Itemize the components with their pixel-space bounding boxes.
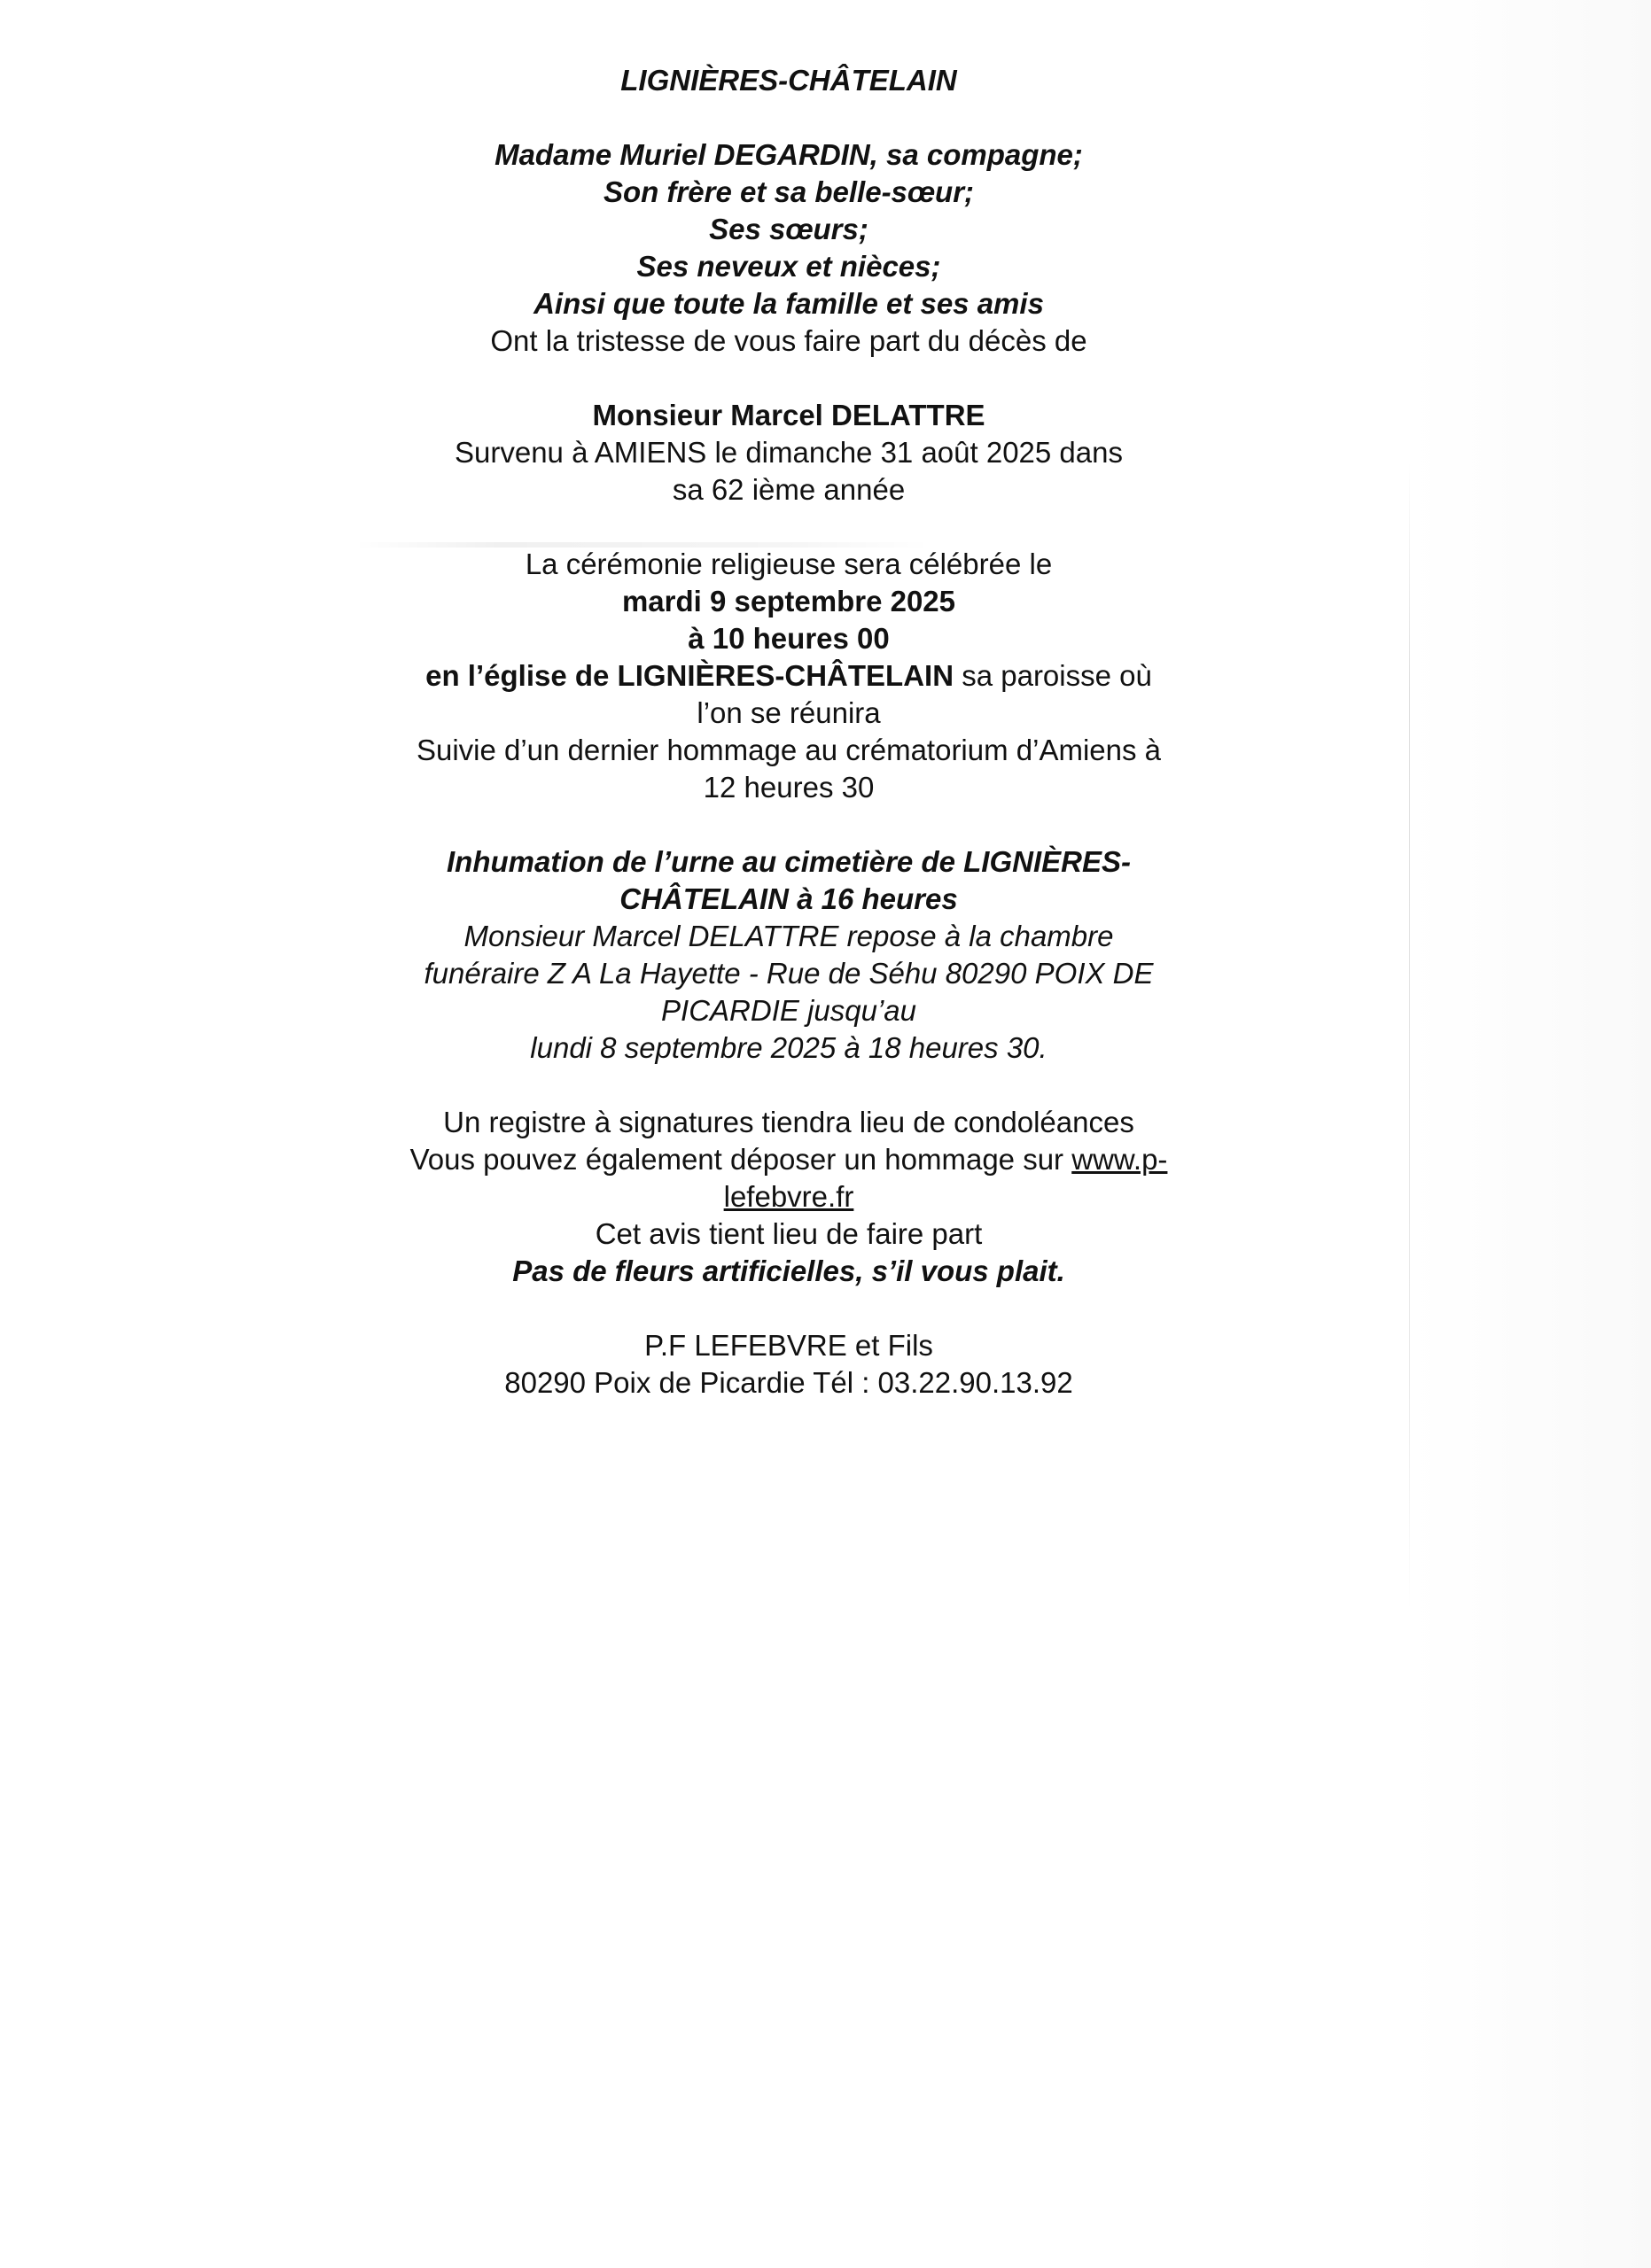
gathering-line: l’on se réunira — [697, 696, 881, 729]
ceremony-date: mardi 9 septembre 2025 — [621, 585, 956, 617]
rest-line: lundi 8 septembre 2025 à 18 heures 30. — [530, 1031, 1047, 1064]
rest-line: Monsieur Marcel DELATTRE repose à la chambre — [463, 920, 1114, 952]
deceased-name: Monsieur Marcel DELATTRE — [592, 399, 985, 431]
spacer — [337, 99, 1241, 136]
rest-line: PICARDIE jusqu’au — [661, 994, 916, 1027]
register-line: Un registre à signatures tiendra lieu de condoléances — [443, 1106, 1134, 1138]
family-line: Son frère et sa belle-sœur; — [603, 175, 975, 208]
announce-line: Ont la tristesse de vous faire part du décès de — [490, 324, 1087, 357]
death-age: sa 62 ième année — [672, 473, 906, 506]
burial-line: Inhumation de l’urne au cimetière de LIGNIÈRES- — [447, 845, 1131, 878]
notice-statement: Cet avis tient lieu de faire part — [595, 1217, 983, 1250]
church-parish: sa paroisse où — [954, 659, 1152, 692]
burial-line: CHÂTELAIN à 16 heures — [619, 882, 958, 915]
tribute-link[interactable]: lefebvre.fr — [723, 1180, 854, 1213]
spacer — [337, 360, 1241, 397]
tribute-text: Vous pouvez également déposer un hommage sur — [409, 1143, 1072, 1176]
tribute-link[interactable]: www.p- — [1071, 1143, 1168, 1176]
spacer — [337, 806, 1241, 843]
death-details: Survenu à AMIENS le dimanche 31 août 2025 dans — [455, 436, 1123, 469]
funeral-home-name: P.F LEFEBVRE et Fils — [644, 1329, 933, 1362]
family-list — [337, 136, 1241, 322]
crematorium-time: 12 heures 30 — [703, 771, 875, 804]
spacer — [337, 509, 1241, 546]
church-line — [337, 657, 1241, 695]
notice-title: LIGNIÈRES-CHÂTELAIN — [620, 64, 957, 97]
scan-crease — [1409, 461, 1410, 1612]
spacer — [337, 1290, 1241, 1327]
flowers-request: Pas de fleurs artificielles, s’il vous plait. — [512, 1254, 1065, 1287]
rest-line: funéraire Z A La Hayette - Rue de Séhu 80290 POIX DE — [424, 957, 1154, 990]
tribute-line — [337, 1141, 1241, 1178]
ceremony-time: à 10 heures 00 — [688, 622, 890, 655]
ceremony-intro: La cérémonie religieuse sera célébrée le — [525, 548, 1053, 580]
spacer — [337, 1067, 1241, 1104]
tribute-line — [337, 1178, 1241, 1216]
family-line: Ses sœurs; — [709, 213, 868, 245]
crematorium-line: Suivie d’un dernier hommage au crématorium d’Amiens à — [416, 734, 1162, 766]
family-line: Ses neveux et nièces; — [636, 250, 941, 283]
church-name: en l’église de LIGNIÈRES-CHÂTELAIN — [425, 659, 954, 692]
obituary-notice — [337, 62, 1241, 1402]
funeral-home-contact: 80290 Poix de Picardie Tél : 03.22.90.13.92 — [504, 1366, 1073, 1399]
family-line: Madame Muriel DEGARDIN, sa compagne; — [495, 138, 1083, 171]
family-line: Ainsi que toute la famille et ses amis — [533, 287, 1044, 320]
scan-shadow — [1412, 0, 1651, 2268]
